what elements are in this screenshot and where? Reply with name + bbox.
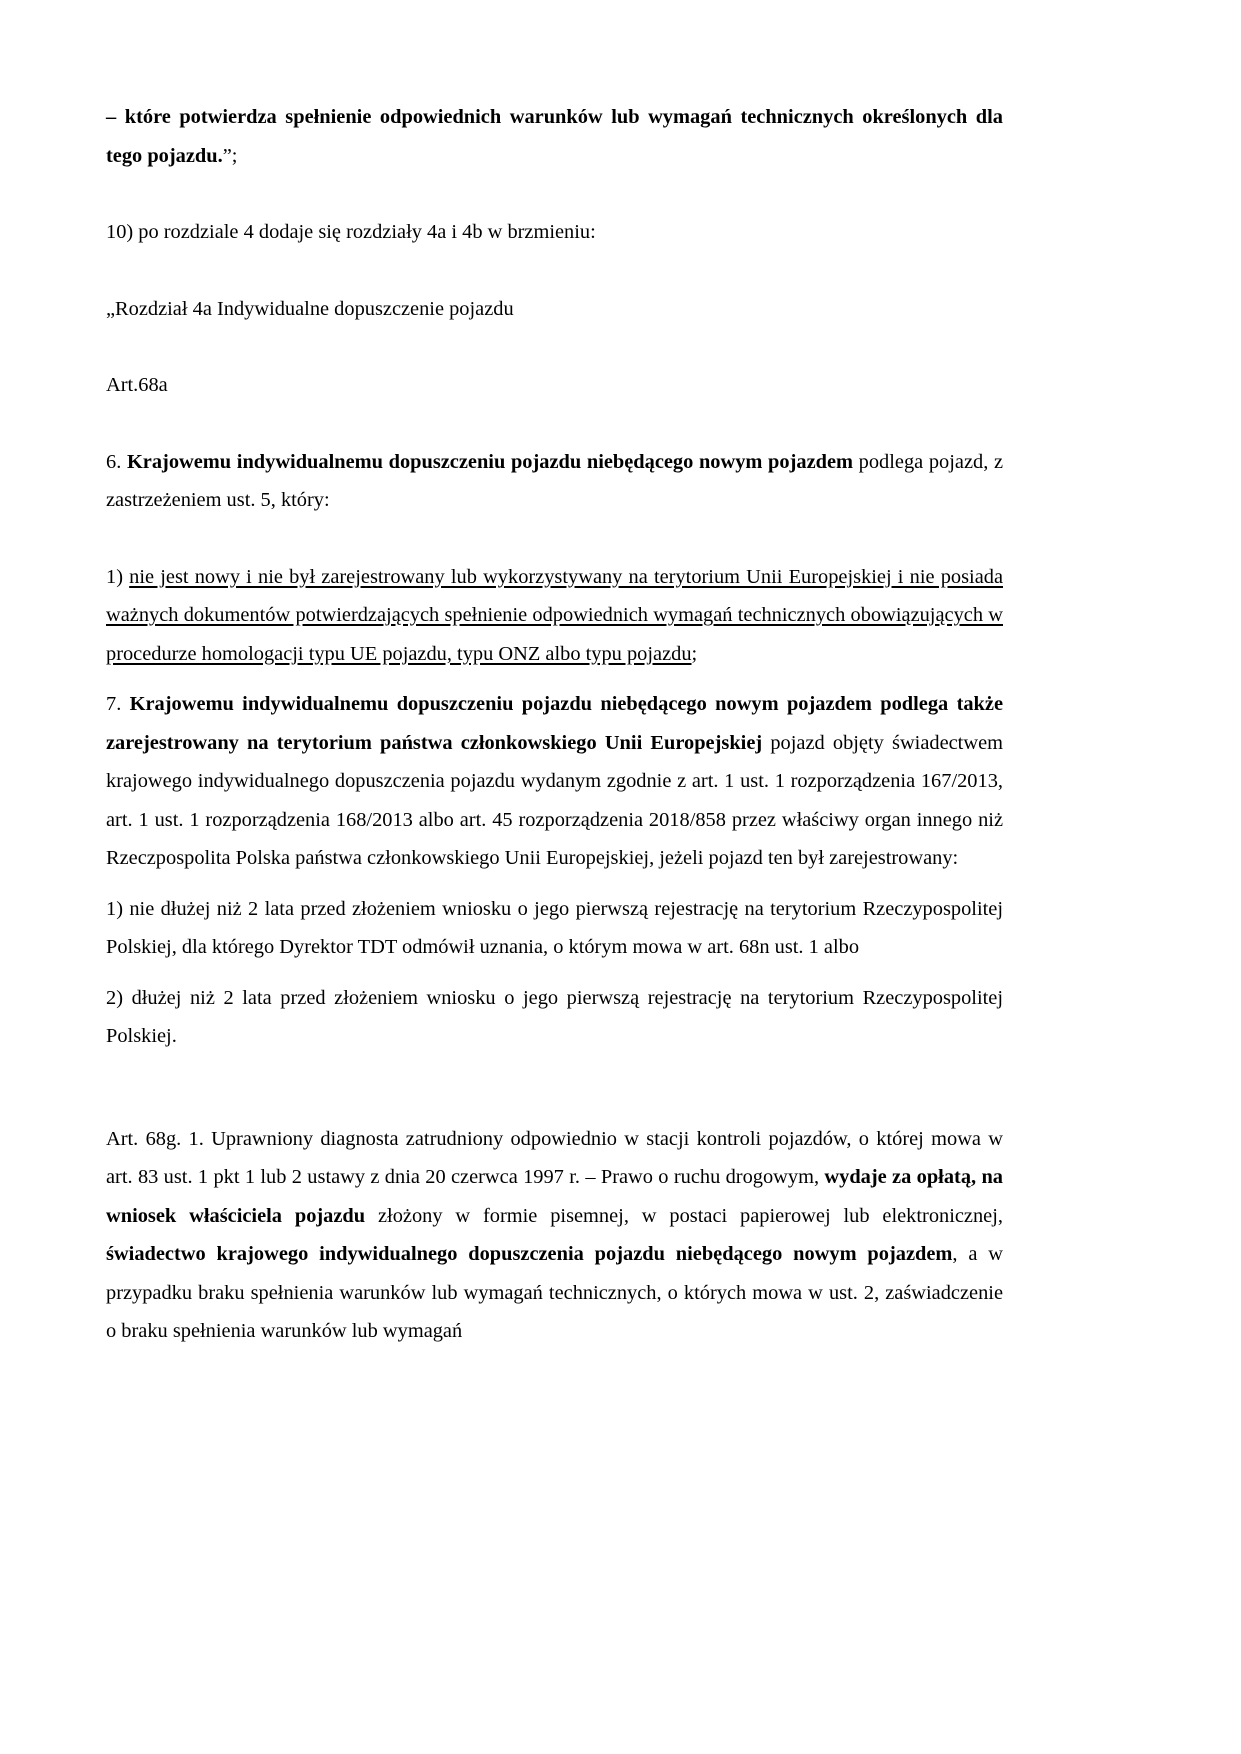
section-number: 7. <box>106 693 130 715</box>
paragraph-item-1-underlined <box>106 558 1003 674</box>
spacer <box>106 175 1003 213</box>
spacer <box>106 252 1003 290</box>
spacer <box>106 328 1003 366</box>
paragraph-section-7 <box>106 685 1003 878</box>
closing-quote: ”; <box>222 144 238 167</box>
spacer <box>106 405 1003 443</box>
plain-text: złożony w formie pisemnej, w postaci papierowej lub elektronicznej, <box>365 1204 1003 1227</box>
spacer <box>106 1056 1003 1120</box>
plain-text: podlega pojazd, z zastrzeżeniem ust. 5, który: <box>106 450 1003 511</box>
paragraph-technical-conditions <box>106 98 1003 175</box>
plain-text: pojazd objęty świadectwem krajowego indywidualnego dopuszczenia pojazdu wydanym zgodnie z art. 1 ust. 1 rozporządzenia 167/2013, art. 1 ust. 1 rozporządzenia 168/2013 albo art. 45 rozporządzenia 2018/858 przez właściwy organ innego niż Rzeczpospolita Polska państwa członkowskiego Unii Europejskiej, jeżeli pojazd ten był zarejestrowany: <box>106 731 1003 869</box>
bold-text: Krajowemu indywidualnemu dopuszczeniu pojazdu niebędącego nowym pojazdem <box>126 450 854 473</box>
paragraph-article-68g <box>106 1120 1003 1351</box>
chapter-heading: „Rozdział 4a Indywidualne dopuszczenie pojazdu <box>106 297 514 320</box>
bold-text: świadectwo krajowego indywidualnego dopuszczenia pojazdu niebędącego nowym pojazdem <box>106 1243 953 1265</box>
document-page <box>106 98 1003 1351</box>
underlined-text: nie jest nowy i nie był zarejestrowany lub wykorzystywany na terytorium Unii Europejskiej i nie posiada ważnych dokumentów potwierdzających spełnienie odpowiednich wymagań technicznych obowiązujących w procedurze homologacji typu UE pojazdu, typu ONZ albo typu pojazdu <box>106 565 1003 665</box>
article-heading: Art.68a <box>106 374 168 396</box>
item-number: 1) <box>106 565 130 588</box>
spacer <box>106 520 1003 558</box>
plain-text: ; <box>691 642 698 665</box>
paragraph-section-6 <box>106 443 1003 520</box>
paragraph-item-1: 1) nie dłużej niż 2 lata przed złożeniem wniosku o jego pierwszą rejestrację na terytorium Rzeczypospolitej Polskiej, dla którego Dyrektor TDT odmówił uznania, o którym mowa w art. 68n ust. 1 albo <box>106 897 1003 958</box>
plain-text: , a w przypadku braku spełnienia warunków lub wymagań technicznych, o których mowa w ust. 2, zaświadczenie o braku spełnienia warunków lub wymagań <box>106 1243 1003 1342</box>
spacer <box>106 967 1003 979</box>
spacer <box>106 673 1003 685</box>
paragraph-item-2: 2) dłużej niż 2 lata przed złożeniem wniosku o jego pierwszą rejestrację na terytorium Rzeczypospolitej Polskiej. <box>106 986 1003 1047</box>
bold-text: Krajowemu indywidualnemu dopuszczeniu pojazdu niebędącego nowym pojazdem podlega także zarejestrowany na terytorium państwa członkowskiego Unii Europejskiej <box>106 693 1003 754</box>
paragraph-point-10: 10) po rozdziale 4 dodaje się rozdziały 4a i 4b w brzmieniu: <box>106 221 596 243</box>
spacer <box>106 878 1003 890</box>
section-number: 6. <box>106 450 127 473</box>
bold-text: – które potwierdza spełnienie odpowiednich warunków lub wymagań technicznych określonych dla tego pojazdu. <box>106 106 1003 167</box>
bold-text: wydaje za opłatą, na wniosek właściciela pojazdu <box>106 1166 1003 1227</box>
plain-text: Art. 68g. 1. Uprawniony diagnosta zatrudniony odpowiednio w stacji kontroli pojazdów, o której mowa w art. 83 ust. 1 pkt 1 lub 2 ustawy z dnia 20 czerwca 1997 r. – Prawo o ruchu drogowym, <box>106 1127 1003 1188</box>
